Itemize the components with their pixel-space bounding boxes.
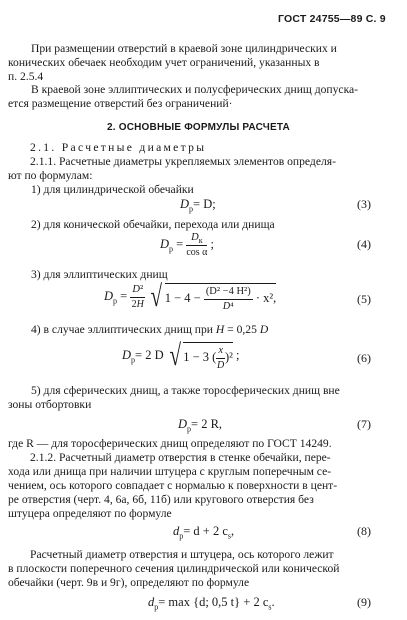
list-item: 2) для конической обечайки, перехода или днища [31, 218, 275, 231]
intro-line: В краевой зоне эллиптических и полусферических днищ допуска- [31, 83, 359, 96]
formula-8: $d_р= d + 2$ $c_s$, [173, 524, 235, 541]
formula-7: $D_р= 2$ R, [178, 417, 223, 434]
equation-number: (9) [357, 595, 371, 609]
formula-9: $d_р= \max \{d$; 0,5 t} + 2 $c_s$. [148, 595, 275, 612]
list-item: 1) для цилиндрической обечайки [31, 183, 194, 196]
paragraph-line: чением, ось которого совпадает с нормалью к поверхности в цент- [8, 479, 338, 492]
equation-number: (3) [357, 197, 371, 211]
paragraph-line: хода или днища при наличии штуцера с круглым поперечным се- [8, 465, 332, 478]
list-item: 3) для эллиптических днищ [31, 268, 168, 281]
list-item: 4) в случае эллиптических днищ при H = 0,25 D [31, 323, 269, 336]
paragraph-line: в плоскости поперечного сечения цилиндрической или конической [8, 562, 340, 575]
formula-4: $D_р$ = $\frac{D_к}{\text{cos α}}$ ; [160, 232, 215, 258]
section-title: 2. ОСНОВНЫЕ ФОРМУЛЫ РАСЧЕТА [107, 122, 290, 133]
paragraph-line: ют по формулам: [8, 169, 93, 182]
equation-number: (4) [357, 237, 371, 251]
paragraph-line: штуцера определяют по формуле [8, 507, 172, 520]
paragraph-line: 2.1.1. Расчетные диаметры укрепляемых элементов определя- [30, 155, 336, 168]
equation-number: (7) [357, 417, 371, 431]
list-item: зоны отбортовки [8, 398, 92, 411]
paragraph-line: обечайки (черт. 9в и 9г), определяют по формуле [8, 576, 250, 589]
list-item: 5) для сферических днищ, а также торосферических днищ вне [31, 384, 340, 397]
paragraph-line: ре отверстия (черт. 4, 6а, 6б, 11б) или кругового отверстия без [8, 493, 314, 506]
formula-6: $D_р= 2$ D √ 1 − 3 ( $\frac{x}{D}$ )² ; [122, 339, 240, 372]
formula-5: $D_р$ = $\frac{\text{D²}}{2H}$ √1 − 4 − $\frac{\text{(D² −4 H²)}}{\text{D⁴}}$ · x², [104, 280, 277, 313]
paragraph-line: Расчетный диаметр отверстия и штуцера, ось которого лежит [30, 548, 334, 561]
equation-number: (6) [357, 351, 371, 365]
paragraph-line: где R — для торосферических днищ определяют по ГОСТ 14249. [8, 437, 332, 450]
formula-3: $D_р= D$; [180, 197, 216, 214]
page-header: ГОСТ 24755—89 С. 9 [278, 13, 386, 25]
paragraph-line: 2.1.2. Расчетный диаметр отверстия в стенке обечайки, пере- [30, 451, 331, 464]
intro-line: п. 2.5.4 [8, 70, 44, 83]
equation-number: (5) [357, 292, 371, 306]
intro-line: При размещении отверстий в краевой зоне цилиндрических и [31, 42, 337, 55]
equation-number: (8) [357, 524, 371, 538]
intro-line: конических обечаек необходим учет ограничений, указанных в [8, 56, 320, 69]
subsection-title: 2.1. Расчетные диаметры [30, 141, 207, 154]
intro-line: ется размещение отверстий без ограничений· [8, 97, 233, 110]
